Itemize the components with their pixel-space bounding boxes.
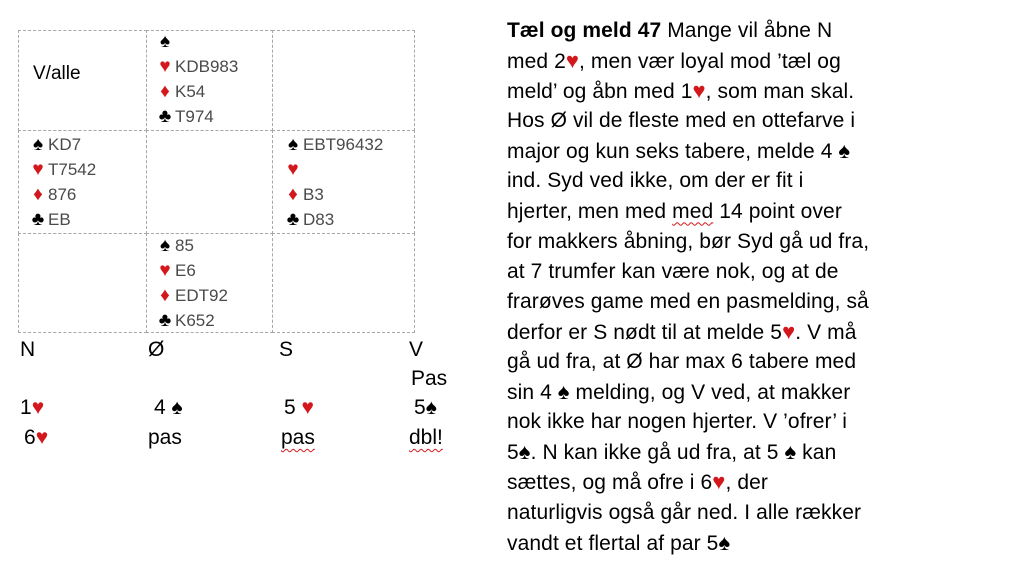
spade-icon: ♠ [718, 529, 731, 555]
heart-icon: ♥ [287, 159, 299, 180]
heart-icon: ♥ [782, 318, 796, 344]
south-hearts: E6 [175, 261, 196, 280]
auction-s-bid1: 5 ♥ [284, 396, 314, 419]
club-icon: ♣ [31, 209, 45, 230]
cell-se [272, 233, 415, 333]
spade-icon: ♠ [838, 138, 851, 164]
spade-icon: ♠ [159, 31, 171, 52]
heart-icon: ♥ [159, 260, 171, 281]
article-title: Tæl og meld 47 [507, 19, 662, 42]
auction-v-pass: Pas [411, 367, 448, 390]
club-icon: ♣ [286, 209, 300, 230]
auction-header-o: Ø [148, 338, 165, 361]
diamond-icon: ♦ [288, 184, 298, 205]
west-hearts: T7542 [48, 160, 97, 179]
heart-icon: ♥ [35, 426, 49, 449]
south-spades: 85 [175, 236, 194, 255]
heart-icon: ♥ [31, 396, 45, 419]
cell-nw [18, 30, 147, 131]
spade-icon: ♠ [518, 439, 531, 465]
west-diamonds: 876 [48, 185, 77, 204]
auction-v-bid1: 5♠ [414, 396, 437, 419]
spade-icon: ♠ [425, 396, 437, 419]
auction-v-bid2: dbl! [409, 426, 443, 449]
south-clubs: K652 [175, 311, 215, 330]
east-hand [272, 130, 415, 234]
north-hearts: KDB983 [175, 57, 239, 76]
club-icon: ♣ [158, 310, 172, 331]
auction-header-s: S [279, 338, 294, 361]
diamond-icon: ♦ [160, 81, 170, 102]
north-clubs: T974 [175, 107, 214, 126]
spade-icon: ♠ [159, 235, 171, 256]
auction-table [18, 338, 458, 458]
heart-icon: ♥ [692, 78, 706, 104]
spade-icon: ♠ [784, 439, 797, 465]
east-diamonds: B3 [303, 185, 324, 204]
spade-icon: ♠ [287, 134, 299, 155]
auction-n-bid2: 6♥ [24, 426, 49, 449]
spade-icon: ♠ [557, 379, 570, 405]
west-spades: KD7 [48, 135, 82, 154]
cell-sw [18, 233, 147, 333]
west-hand [18, 130, 147, 234]
diamond-icon: ♦ [33, 184, 43, 205]
heart-icon: ♥ [712, 469, 726, 495]
cell-ne [272, 30, 415, 131]
auction-o-bid2: pas [148, 426, 182, 449]
diamond-icon: ♦ [160, 285, 170, 306]
bridge-diagram [18, 30, 415, 333]
article-text: Tæl og meld 47 Mange vil åbne N med 2♥, men vær loyal mod ’tæl og meld’ og åbn med 1♥, som man skal. Hos Ø vil de fleste med en ottefarve i major og kun seks tabere, melde 4 ♠ ind. Syd ved ikke, om der er fit i hjerter, men med med 14 point over for makkers åbning, bør Syd gå ud fra, at 7 trumfer kan være nok, og at de frarøves game med en pasmelding, så derfor er S nødt til at melde 5♥. V må gå ud fra, at Ø har max 6 tabere med sin 4 ♠ melding, og V ved, at makker nok ikke har nogen hjerter. V ’ofrer’ i 5♠. N kan ikke gå ud fra, at 5 ♠ kan sættes, og må ofre i 6♥, der naturligvis også går ned. I alle rækker vandt et flertal af par 5♠ [507, 19, 870, 555]
east-clubs: D83 [303, 210, 335, 229]
south-hand [146, 233, 273, 333]
east-spades: EBT96432 [303, 135, 384, 154]
auction-n-bid1: 1♥ [20, 396, 45, 419]
auction-s-bid2: pas [281, 426, 315, 449]
heart-icon: ♥ [32, 159, 44, 180]
north-hand [146, 30, 273, 131]
spelling-squiggle: med [672, 199, 714, 223]
heart-icon: ♥ [301, 396, 314, 419]
heart-icon: ♥ [565, 48, 580, 74]
auction-header-v: V [409, 338, 424, 361]
auction-o-bid1: 4 ♠ [154, 396, 183, 419]
club-icon: ♣ [158, 106, 172, 127]
south-diamonds: EDT92 [175, 286, 228, 305]
spade-icon: ♠ [32, 134, 44, 155]
heart-icon: ♥ [159, 56, 171, 77]
auction-header-n: N [20, 338, 36, 361]
cell-center [146, 130, 273, 234]
dealer-vulnerability: V/alle [33, 63, 81, 84]
north-diamonds: K54 [175, 82, 206, 101]
spade-icon: ♠ [171, 396, 183, 419]
west-clubs: EB [48, 210, 71, 229]
